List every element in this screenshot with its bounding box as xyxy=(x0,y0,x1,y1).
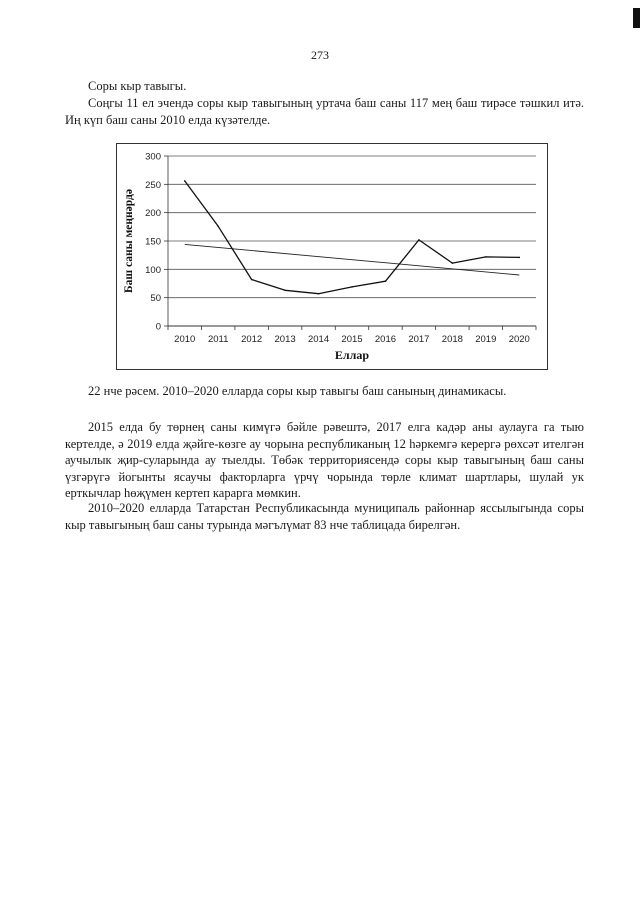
data-point xyxy=(518,257,520,259)
y-tick-label: 50 xyxy=(150,293,161,305)
data-point xyxy=(351,286,353,288)
x-tick-label: 2013 xyxy=(274,334,296,345)
x-tick-label: 2010 xyxy=(174,334,196,345)
y-tick-label: 200 xyxy=(145,208,161,220)
data-point xyxy=(318,293,320,295)
y-axis-label: Баш саны меңнәрдә xyxy=(123,189,135,293)
page-number: 273 xyxy=(311,48,329,62)
x-tick-label: 2018 xyxy=(441,334,463,345)
data-point xyxy=(418,239,420,241)
x-tick-label: 2016 xyxy=(374,334,397,345)
y-tick-label: 150 xyxy=(145,236,161,248)
chart-canvas xyxy=(117,144,547,369)
figure-caption: 22 нче рәсем. 2010–2020 елларда соры кыр тавыгы баш санының динамикасы. xyxy=(88,384,507,398)
x-axis-label: Еллар xyxy=(334,348,370,362)
paragraph-table-reference: 2010–2020 елларда Татарстан Республикасында муниципаль районнар яссылыгында соры кыр тавыгының баш саны турында мәгълүмат 83 нче таблицада бирелгән. xyxy=(65,501,584,532)
paragraph-explanation: 2015 елда бу төрнең саны кимүгә бәйле рәвештә, 2017 елга кадәр аны аулауга га тыю кертелде, ә 2019 елда җәйге-көзге ау чорына республиканың 12 һәркемгә керергә рөхсәт ителгән аучылык җир-суларында ау тыелды. Төбәк территориясендә соры кыр тавыгының баш саны үзгәрүгә йогынты ясаучы факторларга үрчү чорында төрле климат шартлары, шулай ук ерткычлар һөҗүмен кертеп карарга мөмкин. xyxy=(65,420,584,500)
data-point xyxy=(184,180,186,182)
data-point xyxy=(452,262,454,264)
x-tick-label: 2020 xyxy=(508,334,530,345)
x-tick-label: 2014 xyxy=(307,334,330,345)
y-tick-label: 250 xyxy=(145,179,161,191)
data-point xyxy=(385,280,387,282)
data-point xyxy=(485,256,487,258)
line-chart xyxy=(116,143,548,370)
x-tick-label: 2011 xyxy=(207,334,229,345)
x-tick-label: 2015 xyxy=(341,334,363,345)
y-tick-label: 100 xyxy=(145,264,161,276)
series-line xyxy=(185,181,520,294)
data-point xyxy=(284,290,286,292)
x-tick-label: 2012 xyxy=(241,334,263,345)
scan-corner-mark xyxy=(633,8,640,28)
x-tick-label: 2017 xyxy=(408,334,430,345)
y-tick-label: 0 xyxy=(155,321,161,333)
section-heading: Соры кыр тавыгы. xyxy=(88,79,187,93)
y-tick-label: 300 xyxy=(145,151,161,163)
x-tick-label: 2019 xyxy=(475,334,497,345)
data-point xyxy=(217,225,219,227)
data-point xyxy=(251,279,253,281)
paragraph-intro: Соңгы 11 ел эчендә соры кыр тавыгының уртача баш саны 117 мең баш тирәсе тәшкил итә. Иң күп баш саны 2010 елда күзәтелде. xyxy=(65,96,584,127)
